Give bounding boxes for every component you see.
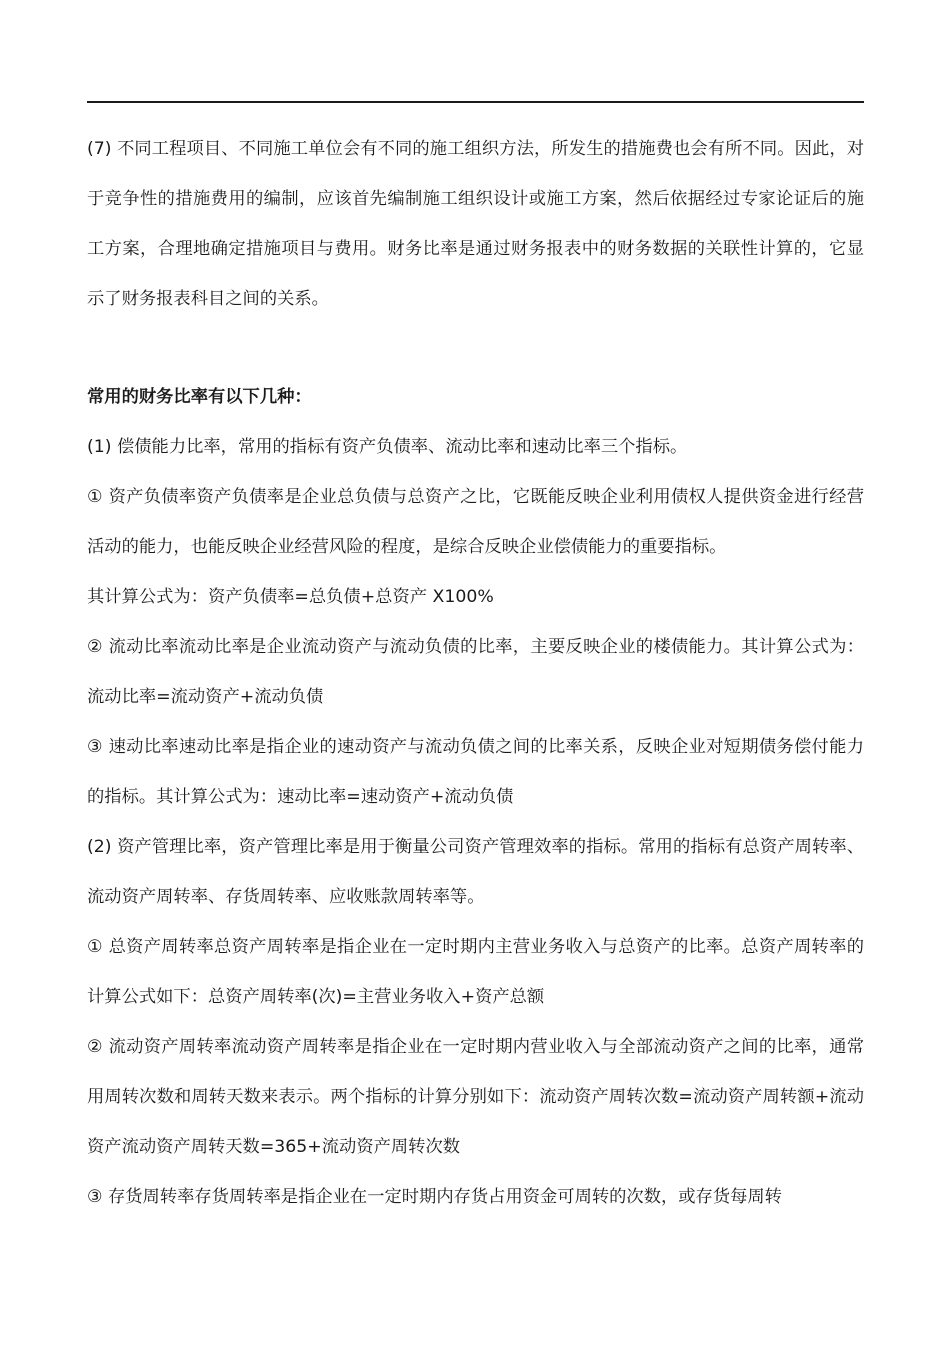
paragraph-current-asset-turnover: ② 流动资产周转率流动资产周转率是指企业在一定时期内营业收入与全部流动资产之间的比率，通常用周转次数和周转天数来表示。两个指标的计算分别如下：流动资产周转次数=流动资产周转额+流动资产流动资产周转天数=365+流动资产周转次数 (87, 1037, 864, 1157)
paragraph-inventory-turnover: ③ 存货周转率存货周转率是指企业在一定时期内存货占用资金可周转的次数，或存货每周转 (87, 1187, 782, 1207)
paragraph-quick-ratio: ③ 速动比率速动比率是指企业的速动资产与流动负债之间的比率关系，反映企业对短期债务偿付能力的指标。其计算公式为：速动比率=速动资产+流动负债 (87, 737, 864, 807)
header-rule (87, 101, 864, 103)
paragraph-spacer (87, 324, 864, 372)
paragraph-debt-asset-ratio: ① 资产负债率资产负债率是企业总负债与总资产之比，它既能反映企业利用债权人提供资金进行经营活动的能力，也能反映企业经营风险的程度，是综合反映企业偿债能力的重要指标。 (87, 487, 864, 557)
paragraph-asset-management-ratio: (2) 资产管理比率，资产管理比率是用于衡量公司资产管理效率的指标。常用的指标有总资产周转率、流动资产周转率、存货周转率、应收账款周转率等。 (87, 837, 864, 907)
intro-paragraph: (7) 不同工程项目、不同施工单位会有不同的施工组织方法，所发生的措施费也会有所不同。因此，对于竞争性的措施费用的编制，应该首先编制施工组织设计或施工方案，然后依据经过专家论证后的施工方案，合理地确定措施项目与费用。财务比率是通过财务报表中的财务数据的关联性计算的，它显示了财务报表科目之间的关系。 (87, 139, 864, 309)
section-heading: 常用的财务比率有以下几种： (87, 387, 312, 407)
paragraph-current-ratio: ② 流动比率流动比率是企业流动资产与流动负债的比率，主要反映企业的楼债能力。其计算公式为：流动比率=流动资产+流动负债 (87, 637, 864, 707)
paragraph-debt-asset-formula: 其计算公式为：资产负债率=总负债+总资产 X100% (87, 587, 494, 607)
paragraph-total-asset-turnover: ① 总资产周转率总资产周转率是指企业在一定时期内主营业务收入与总资产的比率。总资产周转率的计算公式如下：总资产周转率(次)=主营业务收入+资产总额 (87, 937, 864, 1007)
paragraph-solvency-ratio: (1) 偿债能力比率，常用的指标有资产负债率、流动比率和速动比率三个指标。 (87, 437, 688, 457)
document-body (87, 124, 864, 1222)
